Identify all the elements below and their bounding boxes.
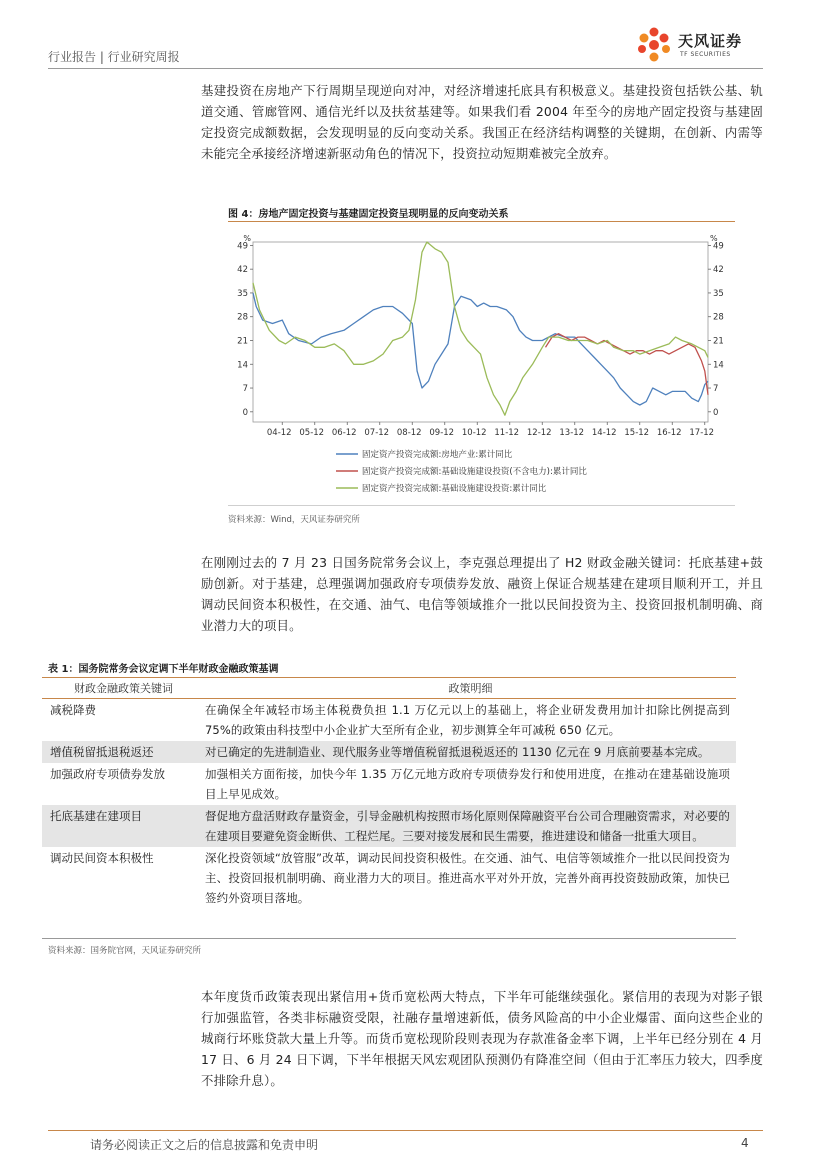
table-cell-detail: 对已确定的先进制造业、现代服务业等增值税留抵退税返还的 1130 亿元在 9 月底前要基本完成。 — [205, 745, 710, 759]
table-row — [42, 763, 736, 805]
y-tick-label-left: 0 — [242, 407, 248, 418]
figure-title: 图 4：房地产固定投资与基建固定投资呈现明显的反向变动关系 — [228, 209, 509, 220]
y-tick-label-right: 35 — [713, 288, 724, 299]
y-tick-label-right: 0 — [713, 407, 719, 418]
body-paragraph-3: 本年度货币政策表现出紧信用+货币宽松两大特点，下半年可能继续强化。紧信用的表现为对影子银行加强监管，各类非标融资受限，社融存量增速新低，债务风险高的中小企业爆雷、面向这些企业的城商行坏账贷款大量上升等。而货币宽松现阶段则表现为存款准备金率下调，上半年已经分别在 4 月 17 日、6 月 24 日下调，下半年根据天风宏观团队预测仍有降准空间（但由于汇率压力较大，四季度不排除升息）。 — [201, 989, 763, 1088]
y-tick-label-right: 49 — [713, 241, 724, 252]
y-tick-label-right: 21 — [713, 336, 724, 347]
y-tick-label-right: 7 — [713, 384, 719, 395]
x-tick-label: 09-12 — [429, 428, 455, 438]
x-tick-label: 11-12 — [494, 428, 520, 438]
policy-table — [42, 678, 736, 909]
table-cell-detail: 加强相关方面衔接，加快今年 1.35 万亿元地方政府专项债券发行和使用进度，在推动在建基础设施项目上早见成效。 — [205, 767, 730, 801]
footer-disclaimer: 请务必阅读正文之后的信息披露和免责申明 — [90, 1138, 319, 1152]
table-cell-detail: 在确保全年减轻市场主体税费负担 1.1 万亿元以上的基础上，将企业研发费用加计扣除比例提高到 75%的政策由科技型中小企业扩大至所有企业，初步测算全年可减税 650 亿元。 — [205, 703, 730, 737]
plot-frame — [253, 242, 708, 422]
y-tick-label-left: 35 — [237, 288, 248, 299]
y-tick-label-left: 14 — [237, 360, 248, 371]
brand-name: 天风证券 — [678, 32, 743, 50]
x-tick-label: 08-12 — [396, 428, 422, 438]
line-chart — [228, 232, 735, 504]
legend-label-3: 固定资产投资完成额:基础设施建设投资:累计同比 — [362, 484, 547, 494]
x-tick-label: 07-12 — [364, 428, 390, 438]
legend-label-1: 固定资产投资完成额:房地产业:累计同比 — [362, 450, 513, 460]
y-tick-label-right: 14 — [713, 360, 724, 371]
table-row — [42, 699, 736, 741]
table-cell-keyword: 减税降费 — [50, 703, 96, 717]
x-tick-label: 12-12 — [526, 428, 552, 438]
x-tick-label: 04-12 — [266, 428, 292, 438]
y-tick-label-left: 49 — [237, 241, 248, 252]
x-tick-label: 10-12 — [461, 428, 487, 438]
x-tick-label: 05-12 — [299, 428, 325, 438]
table-header-row — [42, 678, 736, 699]
table-bottom-rule — [42, 938, 736, 939]
series-line-2 — [546, 334, 709, 395]
figure-title-rule — [228, 221, 735, 222]
table-row — [42, 741, 736, 763]
figure-bottom-rule — [228, 505, 735, 506]
y-tick-label-left: 28 — [237, 312, 248, 323]
y-tick-label-left: 7 — [242, 384, 248, 395]
brand-name-en: TF SECURITIES — [680, 51, 731, 58]
brand-logo-mark-icon — [634, 24, 676, 64]
y-tick-label-right: 42 — [713, 265, 724, 276]
x-tick-label: 13-12 — [559, 428, 585, 438]
figure-source: 资料来源：Wind，天风证券研究所 — [228, 515, 360, 525]
header-divider — [48, 68, 763, 69]
table-title: 表 1：国务院常务会议定调下半年财政金融政策基调 — [48, 664, 279, 675]
table-cell-detail: 督促地方盘活财政存量资金，引导金融机构按照市场化原则保障融资平台公司合理融资需求，对必要的在建项目要避免资金断供、工程烂尾。三要对接发展和民生需要，推进建设和储备一批重大项目。 — [205, 809, 730, 843]
y-unit-right: % — [710, 234, 718, 243]
table-header-detail: 政策明细 — [448, 682, 493, 695]
table-cell-keyword: 托底基建在建项目 — [50, 809, 142, 823]
series-line-3 — [253, 242, 708, 415]
page-number: 4 — [741, 1136, 749, 1150]
table-cell-keyword: 加强政府专项债券发放 — [50, 767, 165, 781]
report-category: 行业报告 | 行业研究周报 — [48, 50, 180, 64]
table-header-keyword: 财政金融政策关键词 — [74, 682, 173, 695]
footer-divider — [48, 1130, 763, 1131]
y-tick-label-left: 42 — [237, 265, 248, 276]
table-row — [42, 847, 736, 909]
x-tick-label: 06-12 — [331, 428, 357, 438]
x-tick-label: 17-12 — [689, 428, 715, 438]
table-source: 资料来源：国务院官网，天风证券研究所 — [48, 946, 202, 956]
table-cell-detail: 深化投资领域“放管服”改革，调动民间投资积极性。在交通、油气、电信等领域推介一批以民间投资为主、投资回报机制明确、商业潜力大的项目。推进高水平对外开放，完善外商再投资鼓励政策，加快已签约外资项目落地。 — [205, 851, 730, 905]
y-unit-left: % — [243, 234, 251, 243]
body-paragraph-2: 在刚刚过去的 7 月 23 日国务院常务会议上，李克强总理提出了 H2 财政金融关键词：托底基建+鼓励创新。对于基建，总理强调加强政府专项债券发放、融资上保证合规基建在建项目顺利开工，并且调动民间资本积极性，在交通、油气、电信等领域推介一批以民间投资为主、投资回报机制明确、商业潜力大的项目。 — [201, 555, 763, 633]
y-tick-label-left: 21 — [237, 336, 248, 347]
body-paragraph-1: 基建投资在房地产下行周期呈现逆向对冲，对经济增速托底具有积极意义。基建投资包括铁公基、轨道交通、管廊管网、通信光纤以及扶贫基建等。如果我们看 2004 年至今的房地产固定投资与基建固定投资完成额数据，会发现明显的反向变动关系。我国正在经济结构调整的关键期，在创新、内需等未能完全承接经济增速新驱动角色的情况下，投资拉动短期难被完全放弃。 — [201, 83, 763, 161]
x-tick-label: 15-12 — [624, 428, 650, 438]
brand-logo — [634, 24, 764, 64]
legend-label-2: 固定资产投资完成额:基础设施建设投资(不含电力):累计同比 — [362, 467, 587, 477]
table-cell-keyword: 调动民间资本积极性 — [50, 851, 154, 865]
table-row — [42, 805, 736, 847]
x-tick-label: 16-12 — [656, 428, 682, 438]
series-line-1 — [253, 293, 708, 405]
table-cell-keyword: 增值税留抵退税返还 — [50, 745, 154, 759]
y-tick-label-right: 28 — [713, 312, 724, 323]
x-tick-label: 14-12 — [591, 428, 617, 438]
